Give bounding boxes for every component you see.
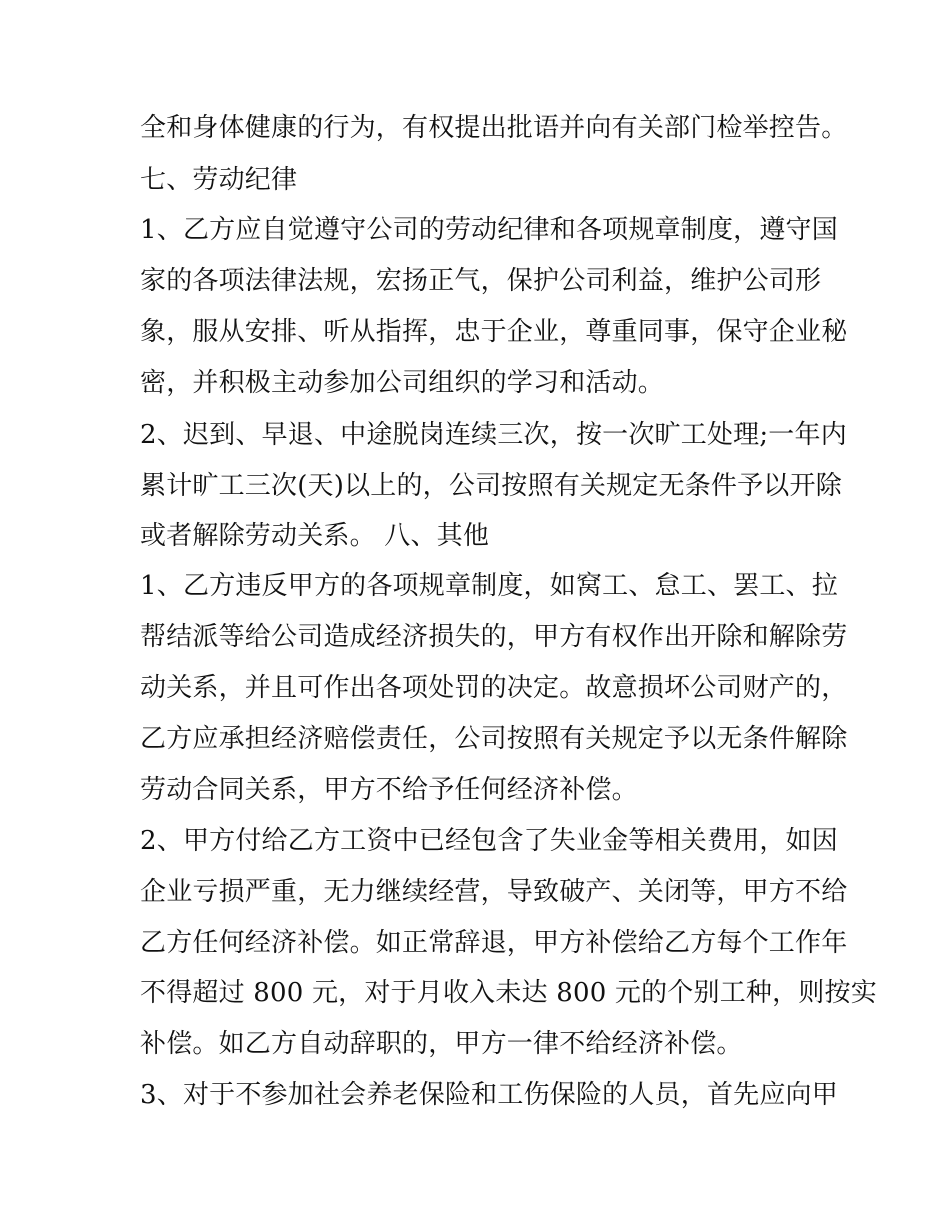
text-line: 企业亏损严重，无力继续经营，导致破产、关闭等，甲方不给 (140, 877, 848, 907)
text-line: 补偿。如乙方自动辞职的，甲方一律不给经济补偿。 (140, 1029, 743, 1059)
text-line: 或者解除劳动关系。 八、其他 (140, 521, 490, 551)
text-line: 象，服从安排、听从指挥，忠于企业，尊重同事，保守企业秘 (140, 317, 848, 347)
text-line: 累计旷工三次(天)以上的，公司按照有关规定无条件予以开除 (140, 471, 842, 501)
text-line: 2、迟到、早退、中途脱岗连续三次，按一次旷工处理;一年内 (140, 420, 847, 450)
text-line: 全和身体健康的行为，有权提出批语并向有关部门检举控告。 (140, 113, 848, 143)
text-line: 1、乙方违反甲方的各项规章制度，如窝工、怠工、罢工、拉 (140, 571, 838, 601)
text-line: 劳动合同关系，甲方不给予任何经济补偿。 (140, 775, 638, 805)
text-line: 1、乙方应自觉遵守公司的劳动纪律和各项规章制度，遵守国 (140, 215, 838, 245)
text-line: 3、对于不参加社会养老保险和工伤保险的人员，首先应向甲 (140, 1080, 838, 1110)
text-line: 不得超过 800 元，对于月收入未达 800 元的个别工种，则按实 (140, 978, 877, 1008)
text-line: 家的各项法律法规，宏扬正气，保护公司利益，维护公司形 (140, 266, 822, 296)
text-line: 动关系，并且可作出各项处罚的决定。故意损坏公司财产的， (140, 673, 848, 703)
text-line: 乙方任何经济补偿。如正常辞退，甲方补偿给乙方每个工作年 (140, 928, 848, 958)
text-line: 帮结派等给公司造成经济损失的，甲方有权作出开除和解除劳 (140, 622, 848, 652)
text-line: 乙方应承担经济赔偿责任，公司按照有关规定予以无条件解除 (140, 724, 848, 754)
text-line: 2、甲方付给乙方工资中已经包含了失业金等相关费用，如因 (140, 826, 838, 856)
section-heading: 七、劳动纪律 (140, 165, 298, 195)
text-line: 密，并积极主动参加公司组织的学习和活动。 (140, 368, 665, 398)
